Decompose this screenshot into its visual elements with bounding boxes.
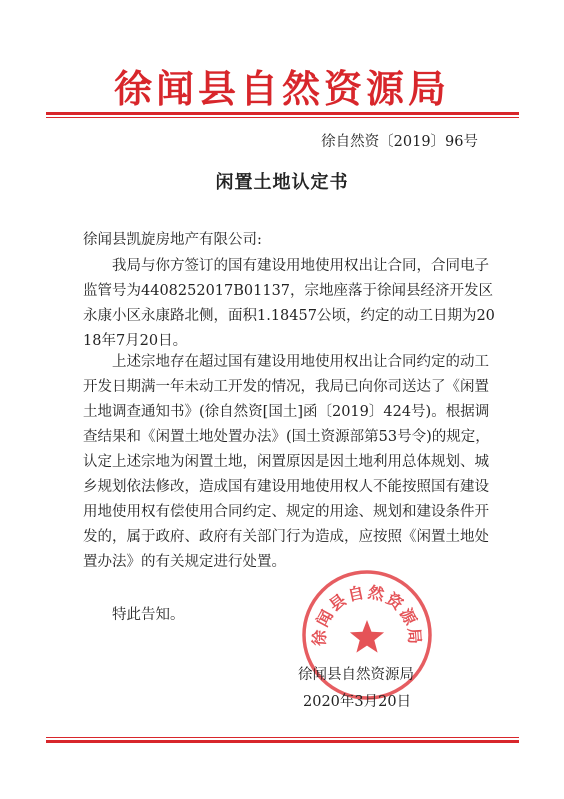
letterhead-rule-top-thin	[46, 117, 519, 118]
seal-text: 徐闻县自然资源局	[309, 582, 425, 647]
body-paragraph-3: 特此告知。	[112, 607, 185, 623]
footer-rule-thick	[46, 740, 519, 743]
signature-organization: 徐闻县自然资源局	[298, 667, 414, 683]
letterhead-title: 徐闻县自然资源局	[113, 67, 450, 111]
letterhead-rule-top-thick	[46, 112, 519, 115]
star-icon	[350, 620, 384, 653]
signature-date: 2020年3月20日	[303, 694, 412, 710]
body-paragraph-2: 上述宗地存在超过国有建设用地使用权出让合同约定的动工开发日期满一年未动工开发的情况，我局已向你司送达了《闲置土地调查通知书》(徐自然资[国土]函〔2019〕424号)。根据调查结果和《闲置土地处置办法》(国土资源部第53号令)的规定，认定上述宗地为闲置土地，闲置原因是因土地利用总体规划、城乡规划依法修改，造成国有建设用地使用权人不能按照国有建设用地使用权有偿使用合同约定、规定的用途、规划和建设条件开发的，属于政府、政府有关部门行为造成，应按照《闲置土地处置办法》的有关规定进行处置。	[83, 354, 490, 570]
body-paragraph-1: 我局与你方签订的国有建设用地使用权出让合同，合同电子监管号为4408252017B01137，宗地座落于徐闻县经济开发区永康小区永康路北侧，面积1.18457公顷，约定的动工日期为2018年7月20日。	[83, 258, 495, 349]
document-title: 闲置土地认定书	[215, 172, 349, 193]
footer-rule-thin	[46, 737, 519, 738]
document-number: 徐自然资〔2019〕96号	[321, 134, 478, 150]
recipient: 徐闻县凯旋房地产有限公司:	[83, 232, 262, 248]
